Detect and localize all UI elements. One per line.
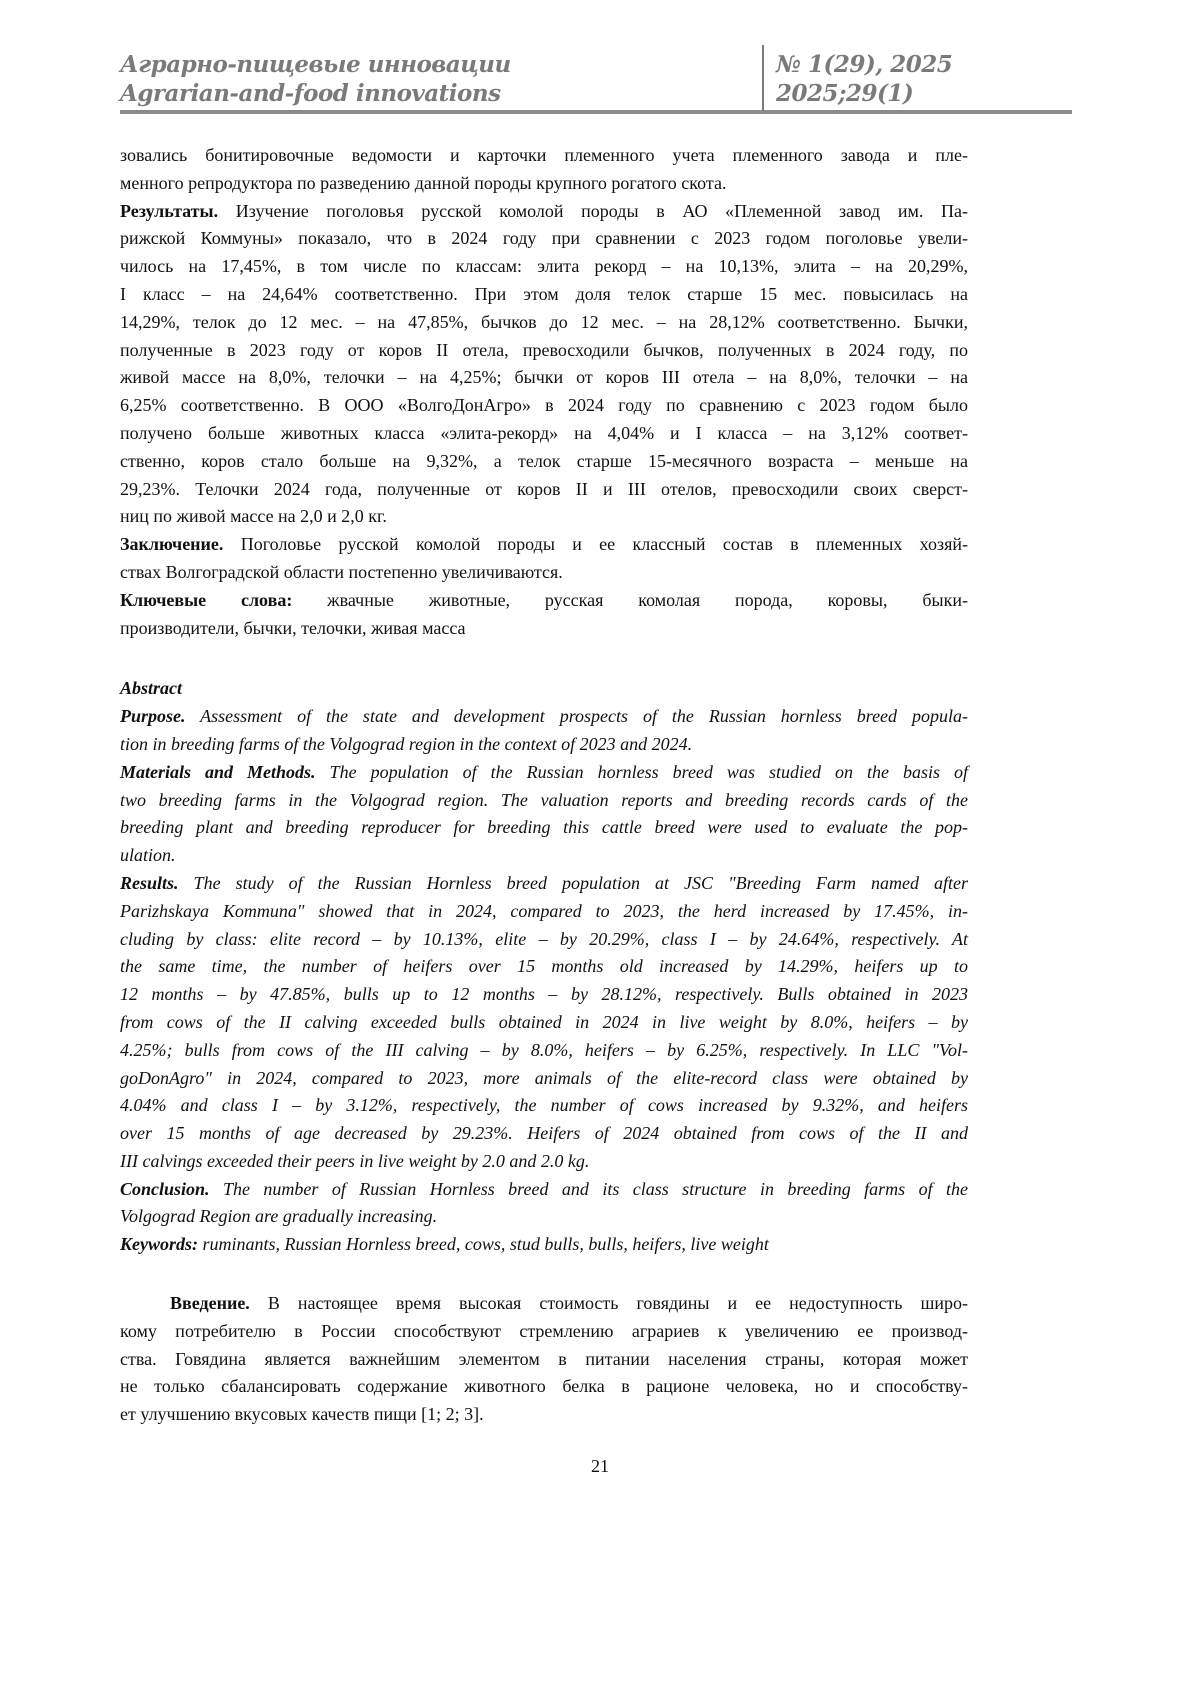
line-text: from cows of the II calving exceeded bulls obtained in 2024 in live weight by 8.0%, heifers – by <box>120 1012 968 1032</box>
line-text: производители, бычки, телочки, живая масса <box>120 618 466 638</box>
spacer <box>120 1259 968 1290</box>
text-line <box>120 1092 968 1120</box>
line-text: Volgograd Region are gradually increasing. <box>120 1206 437 1226</box>
journal-title-ru: Аграрно-пищевые инновации <box>120 50 511 79</box>
purpose-en <box>120 703 968 759</box>
line-text: The study of the Russian Hornless breed population at JSC "Breeding Farm named after <box>179 873 968 893</box>
spacer <box>120 642 968 675</box>
text-line <box>120 1120 968 1148</box>
text-line <box>120 814 968 842</box>
text-line <box>120 1176 968 1204</box>
ru-abstract <box>120 142 968 642</box>
text-line <box>120 503 968 531</box>
text-line <box>120 420 968 448</box>
text-line <box>120 953 968 981</box>
section-lead: Результаты. <box>120 201 218 221</box>
line-text: 4.04% and class I – by 3.12%, respectively, the number of cows increased by 9.32%, and heifers <box>120 1095 968 1115</box>
line-text: I класс – на 24,64% соответственно. При этом доля телок старше 15 мес. повысилась на <box>120 284 968 304</box>
text-line <box>120 337 968 365</box>
results-ru <box>120 198 968 532</box>
text-line <box>120 981 968 1009</box>
running-header <box>120 50 1072 114</box>
text-line <box>120 225 968 253</box>
line-text: tion in breeding farms of the Volgograd region in the context of 2023 and 2024. <box>120 734 692 754</box>
line-text: Поголовье русской комолой породы и ее классный состав в племенных хозяй- <box>223 534 968 554</box>
line-text: зовались бонитировочные ведомости и карточки племенного учета племенного завода и пле- <box>120 145 968 165</box>
line-text: over 15 months of age decreased by 29.23%. Heifers of 2024 obtained from cows of the II and <box>120 1123 968 1143</box>
keywords-ru <box>120 587 968 643</box>
text-line <box>120 1037 968 1065</box>
line-text: Assessment of the state and development prospects of the Russian hornless breed popula- <box>186 706 968 726</box>
section-lead: Keywords: <box>120 1234 198 1254</box>
text-line <box>120 170 968 198</box>
line-text: ственно, коров стало больше на 9,32%, а телок старше 15-месячного возраста – меньше на <box>120 451 968 471</box>
introduction <box>120 1290 968 1429</box>
text-line <box>120 309 968 337</box>
issue-number: № 1(29), 2025 <box>776 50 952 79</box>
abstract-heading: Abstract <box>120 678 182 698</box>
line-text: 6,25% соответственно. В ООО «ВолгоДонАгро» в 2024 году по сравнению с 2023 годом было <box>120 395 968 415</box>
line-text: ниц по живой массе на 2,0 и 2,0 кг. <box>120 506 387 526</box>
en-abstract <box>120 675 968 1259</box>
text-line <box>120 1401 968 1429</box>
text-line <box>120 870 968 898</box>
text-line <box>120 1231 968 1259</box>
conclusion-en <box>120 1176 968 1232</box>
text-line <box>120 731 968 759</box>
text-line <box>120 1290 968 1318</box>
page-body <box>120 142 968 1429</box>
line-text: 14,29%, телок до 12 мес. – на 47,85%, бычков до 12 мес. – на 28,12% соответственно. Бычки, <box>120 312 968 332</box>
section-lead: Ключевые слова: <box>120 590 292 610</box>
text-line <box>120 615 968 643</box>
text-line <box>120 448 968 476</box>
text-line <box>120 898 968 926</box>
line-text: 12 months – by 47.85%, bulls up to 12 months – by 28.12%, respectively. Bulls obtained in 2023 <box>120 984 968 1004</box>
journal-title <box>120 50 511 108</box>
text-line <box>120 1346 968 1374</box>
line-text: The number of Russian Hornless breed and its class structure in breeding farms of the <box>210 1179 968 1199</box>
methods-en <box>120 759 968 870</box>
line-text: ulation. <box>120 845 176 865</box>
conclusion-ru <box>120 531 968 587</box>
line-text: менного репродуктора по разведению данной породы крупного рогатого скота. <box>120 173 726 193</box>
line-text: III calvings exceeded their peers in live weight by 2.0 and 2.0 kg. <box>120 1151 589 1171</box>
text-line <box>120 198 968 226</box>
section-lead: Results. <box>120 873 179 893</box>
text-line <box>120 559 968 587</box>
text-line <box>120 759 968 787</box>
citation: 2025;29(1) <box>776 79 952 108</box>
line-text: goDonAgro" in 2024, compared to 2023, more animals of the elite-record class were obtained by <box>120 1068 968 1088</box>
section-lead: Введение. <box>170 1293 250 1313</box>
page-number: 21 <box>0 1456 1200 1477</box>
line-text: breeding plant and breeding reproducer for breeding this cattle breed were used to evaluate the pop- <box>120 817 968 837</box>
text-line <box>120 253 968 281</box>
text-line <box>120 587 968 615</box>
text-line <box>120 1009 968 1037</box>
text-line <box>120 842 968 870</box>
line-text: the same time, the number of heifers over 15 months old increased by 14.29%, heifers up to <box>120 956 968 976</box>
results-en <box>120 870 968 1176</box>
header-divider <box>762 45 764 111</box>
text-line <box>120 531 968 559</box>
line-text: ruminants, Russian Hornless breed, cows, stud bulls, bulls, heifers, live weight <box>198 1234 769 1254</box>
text-line <box>120 1148 968 1176</box>
text-line <box>120 142 968 170</box>
text-line <box>120 1203 968 1231</box>
methods-continuation <box>120 142 968 198</box>
text-line <box>120 392 968 420</box>
text-line <box>120 1065 968 1093</box>
line-text: two breeding farms in the Volgograd region. The valuation reports and breeding records cards of the <box>120 790 968 810</box>
line-text: живой массе на 8,0%, телочки – на 4,25%; бычки от коров III отела – на 8,0%, телочки – на <box>120 367 968 387</box>
line-text: cluding by class: elite record – by 10.13%, elite – by 20.29%, class I – by 24.64%, respectively. At <box>120 929 968 949</box>
line-text: The population of the Russian hornless breed was studied on the basis of <box>316 762 968 782</box>
keywords-en <box>120 1231 968 1259</box>
section-lead: Conclusion. <box>120 1179 210 1199</box>
line-text: 29,23%. Телочки 2024 года, полученные от коров II и III отелов, превосходили своих сверст- <box>120 479 968 499</box>
line-text: ства. Говядина является важнейшим элементом в питании населения страны, которая может <box>120 1349 968 1369</box>
line-text: чилось на 17,45%, в том числе по классам: элита рекорд – на 10,13%, элита – на 20,29%, <box>120 256 968 276</box>
line-text: ствах Волгоградской области постепенно увеличиваются. <box>120 562 563 582</box>
line-text: ет улучшению вкусовых качеств пищи [1; 2; 3]. <box>120 1404 484 1424</box>
text-line <box>120 787 968 815</box>
issue-info <box>768 50 952 108</box>
journal-title-en: Agrarian-and-food innovations <box>120 79 511 108</box>
line-text: полученные в 2023 году от коров II отела, превосходили бычков, полученных в 2024 году, по <box>120 340 968 360</box>
line-text: не только сбалансировать содержание животного белка в рационе человека, но и способству- <box>120 1376 968 1396</box>
section-lead: Materials and Methods. <box>120 762 316 782</box>
line-text: рижской Коммуны» показало, что в 2024 году при сравнении с 2023 годом поголовье увели- <box>120 228 968 248</box>
text-line <box>120 1318 968 1346</box>
text-line <box>120 703 968 731</box>
line-text: кому потребителю в России способствуют стремлению аграриев к увеличению ее производ- <box>120 1321 968 1341</box>
text-line <box>120 1373 968 1401</box>
line-text: В настоящее время высокая стоимость говядины и ее недоступность широ- <box>250 1293 968 1313</box>
text-line <box>120 281 968 309</box>
text-line <box>120 364 968 392</box>
text-line <box>120 926 968 954</box>
text-line <box>120 476 968 504</box>
line-text: Изучение поголовья русской комолой породы в АО «Племенной завод им. Па- <box>218 201 968 221</box>
line-text: получено больше животных класса «элита-рекорд» на 4,04% и I класса – на 3,12% соответ- <box>120 423 968 443</box>
line-text: 4.25%; bulls from cows of the III calving – by 8.0%, heifers – by 6.25%, respectively. In LLC "Vol- <box>120 1040 968 1060</box>
section-lead: Purpose. <box>120 706 186 726</box>
line-text: жвачные животные, русская комолая порода, коровы, быки- <box>292 590 968 610</box>
section-lead: Заключение. <box>120 534 223 554</box>
line-text: Parizhskaya Kommuna" showed that in 2024, compared to 2023, the herd increased by 17.45%, in- <box>120 901 968 921</box>
